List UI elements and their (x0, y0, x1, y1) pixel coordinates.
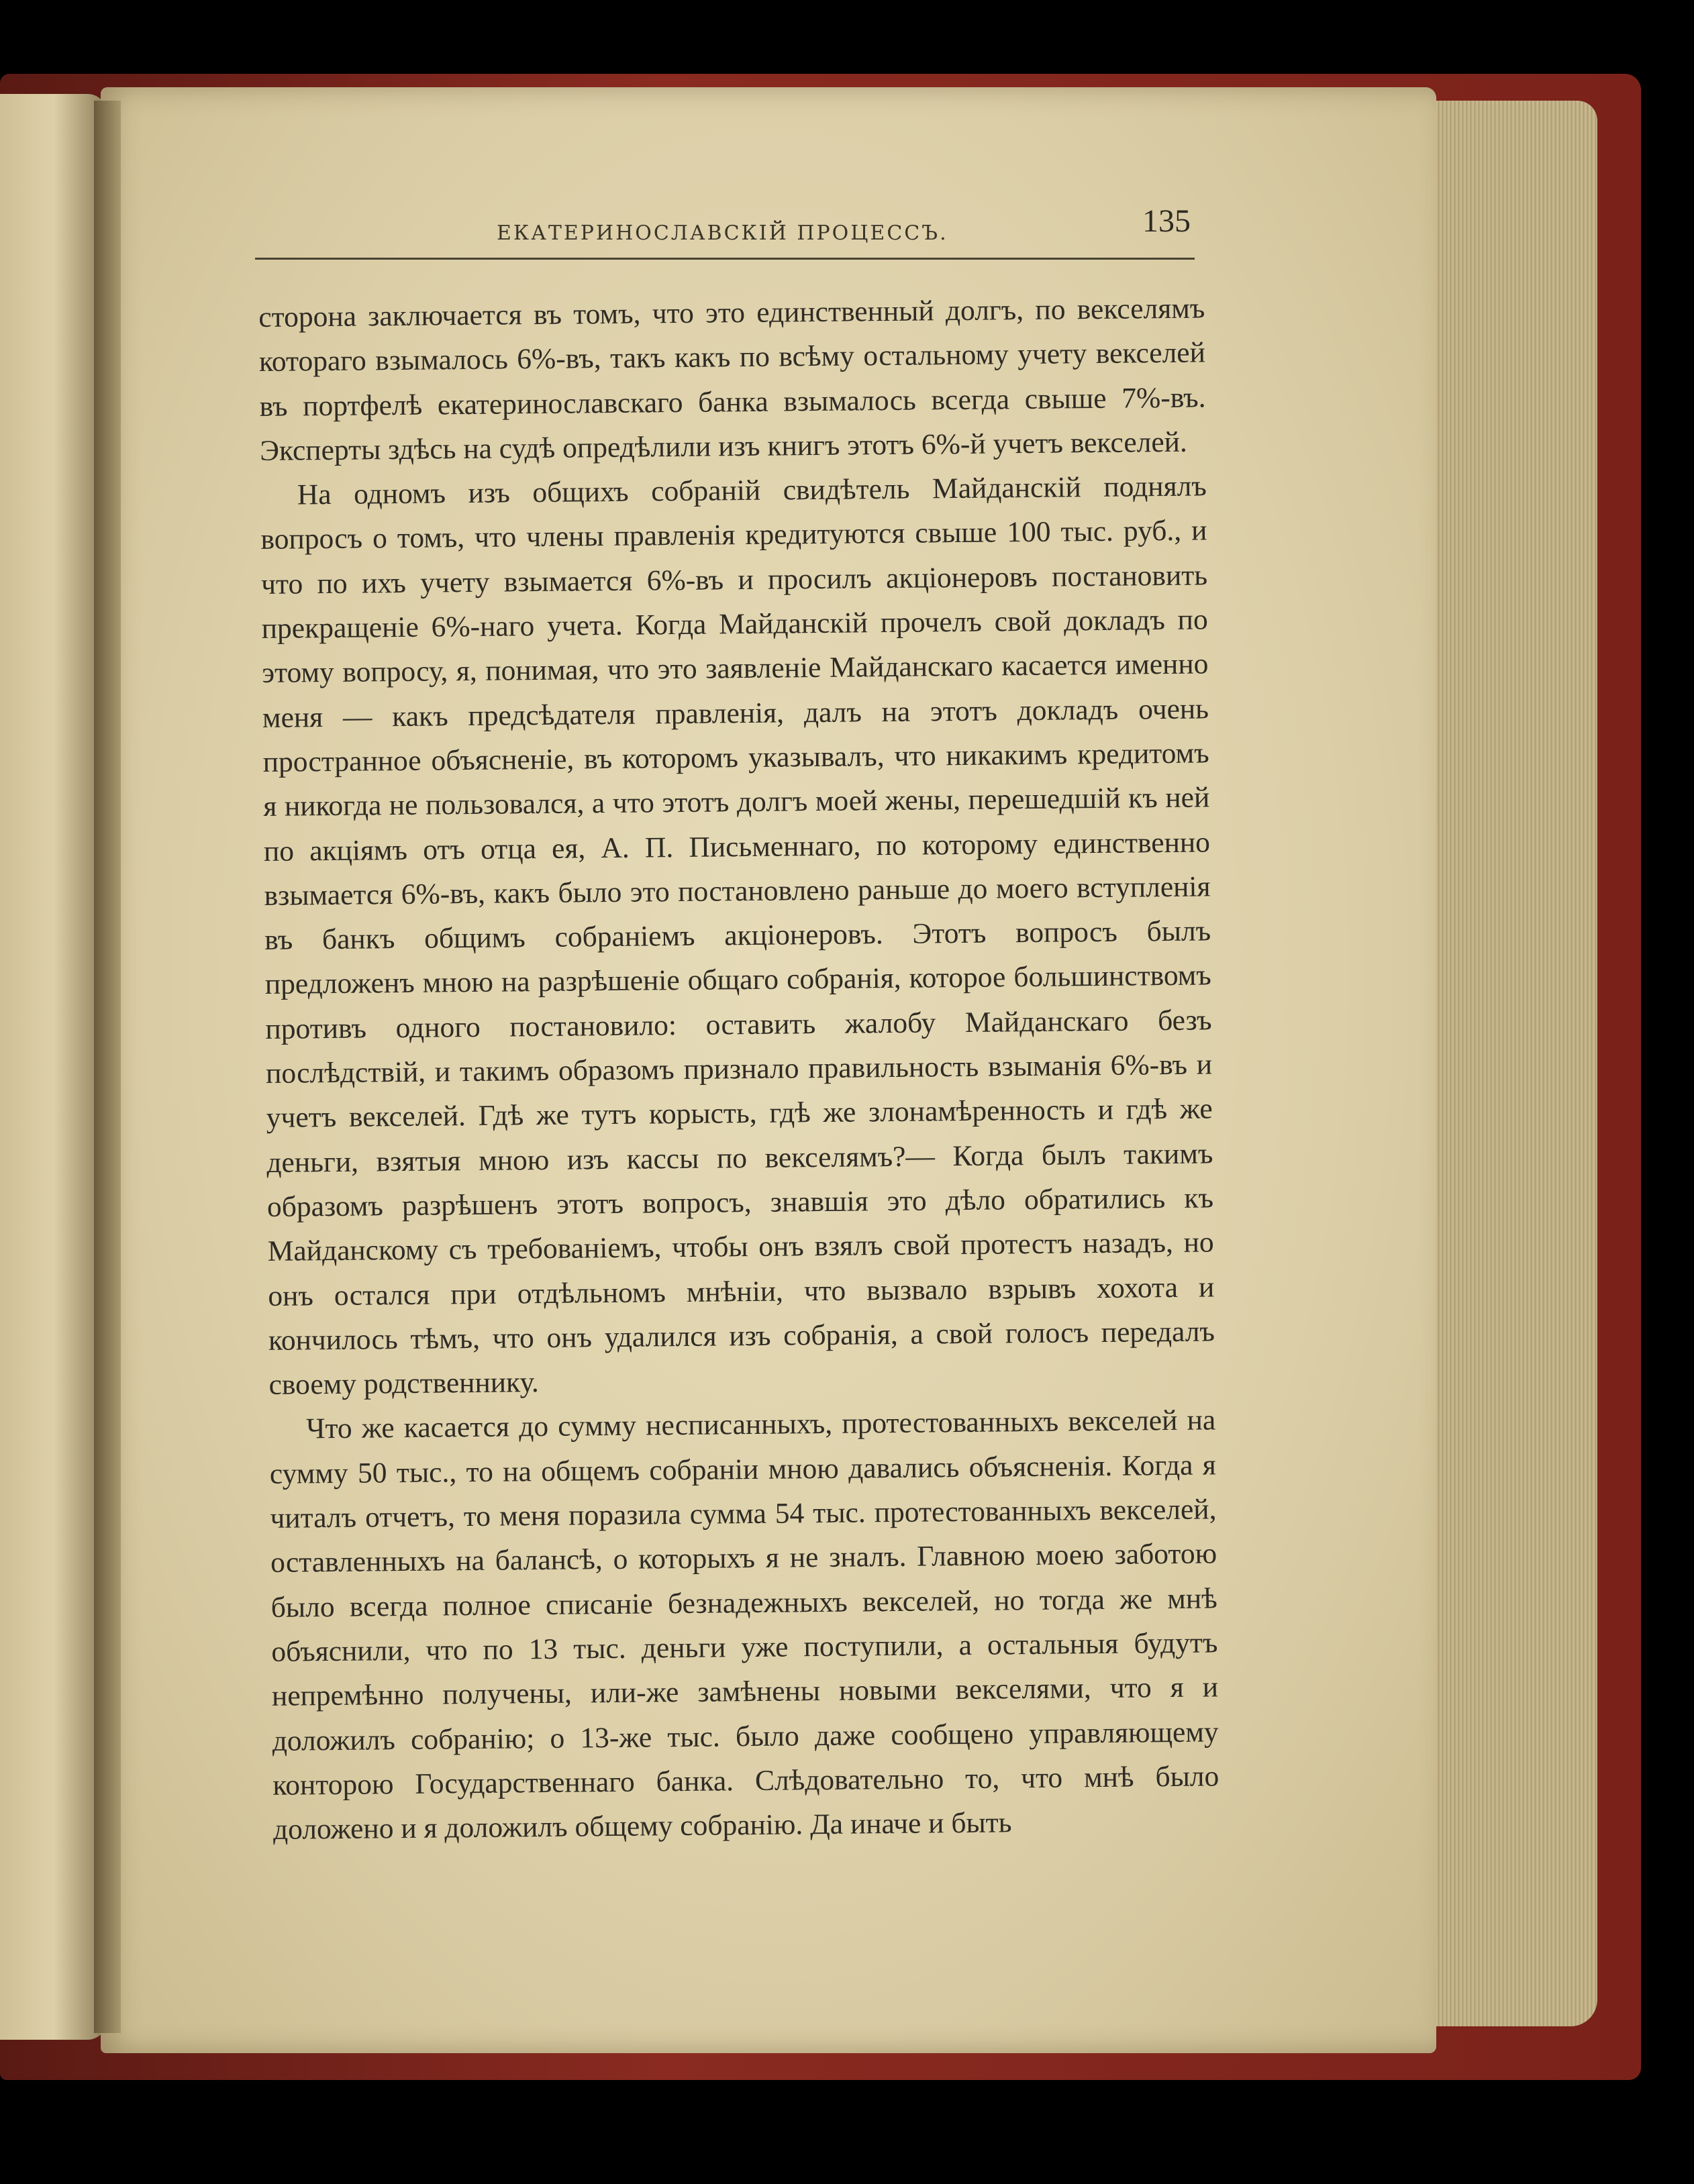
running-head (255, 196, 1195, 270)
header-rule (255, 258, 1195, 260)
page-number: 135 (1142, 203, 1191, 239)
book-gutter (94, 101, 121, 2033)
paragraph-1: сторона заключается въ томъ, что это единственный долгъ, по векселямъ котораго взымалось 6%-въ, такъ какъ по всѣму остальному учету векселей въ портфелѣ екатеринославскаго банка взымалось всегда свыше 7%-въ. Эксперты здѣсь на судѣ опредѣлили изъ книгъ этотъ 6%-й учетъ векселей. (258, 292, 1206, 467)
paragraph-3: Что же касается до сумму несписанныхъ, протестованныхъ векселей на сумму 50 тыс., то на общемъ собраніи мною давались объясненія. Когда я читалъ отчетъ, то меня поразила сумма 54 тыс. протестованныхъ векселей, оставленныхъ на балансѣ, о которыхъ я не зналъ. Главною моею заботою было всегда полное списаніе безнадежныхъ векселей, но тогда же мнѣ объяснили, что по 13 тыс. деньги уже поступили, а остальныя будутъ непремѣнно получены, или-же замѣнены новыми векселями, что я и доложилъ собранію; о 13-же тыс. было даже сообщено управляющему конторою Государственнаго банка. Слѣдовательно то, что мнѣ было доложено и я доложилъ общему собранію. Да иначе и быть (269, 1404, 1219, 1846)
paragraph-2: На одномъ изъ общихъ собраній свидѣтель Майданскій поднялъ вопросъ о томъ, что члены правленія кредитуются свыше 100 тыс. руб., и что по ихъ учету взымается 6%-въ и просилъ акціонеровъ постановить прекращеніе 6%-наго учета. Когда Майданскій прочелъ свой докладъ по этому вопросу, я, понимая, что это заявленіе Майданскаго касается именно меня — какъ предсѣдателя правленія, далъ на этотъ докладъ очень пространное объясненіе, въ которомъ указывалъ, что никакимъ кредитомъ я никогда не пользовался, а что этотъ долгъ моей жены, перешедшій къ ней по акціямъ отъ отца ея, А. П. Письменнаго, по которому единственно взымается 6%-въ, какъ было это постановлено раньше до моего вступленія въ банкъ общимъ собраніемъ акціонеровъ. Этотъ вопросъ былъ предложенъ мною на разрѣшеніе общаго собранія, которое большинствомъ противъ одного постановило: оставить жалобу Майданскаго безъ послѣдствій, и такимъ образомъ признало правильность взыманія 6%-въ и учетъ векселей. Гдѣ же тутъ корысть, гдѣ же злонамѣренность и гдѣ же деньги, взятыя мною изъ кассы по векселямъ?— Когда былъ такимъ образомъ разрѣшенъ этотъ вопросъ, знавшія это дѣло обратились къ Майданскому съ требованіемъ, чтобы онъ взялъ свой протестъ назадъ, но онъ остался при отдѣльномъ мнѣніи, что вызвало взрывъ хохота и кончилось тѣмъ, что онъ удалился изъ собранія, а свой голосъ передалъ своему родственнику. (260, 470, 1215, 1402)
body-text (258, 286, 1220, 1918)
page-block-edges (1423, 101, 1597, 2026)
left-page (0, 94, 107, 2040)
running-title: ЕКАТЕРИНОСЛАВСКІЙ ПРОЦЕССЪ. (497, 221, 948, 245)
